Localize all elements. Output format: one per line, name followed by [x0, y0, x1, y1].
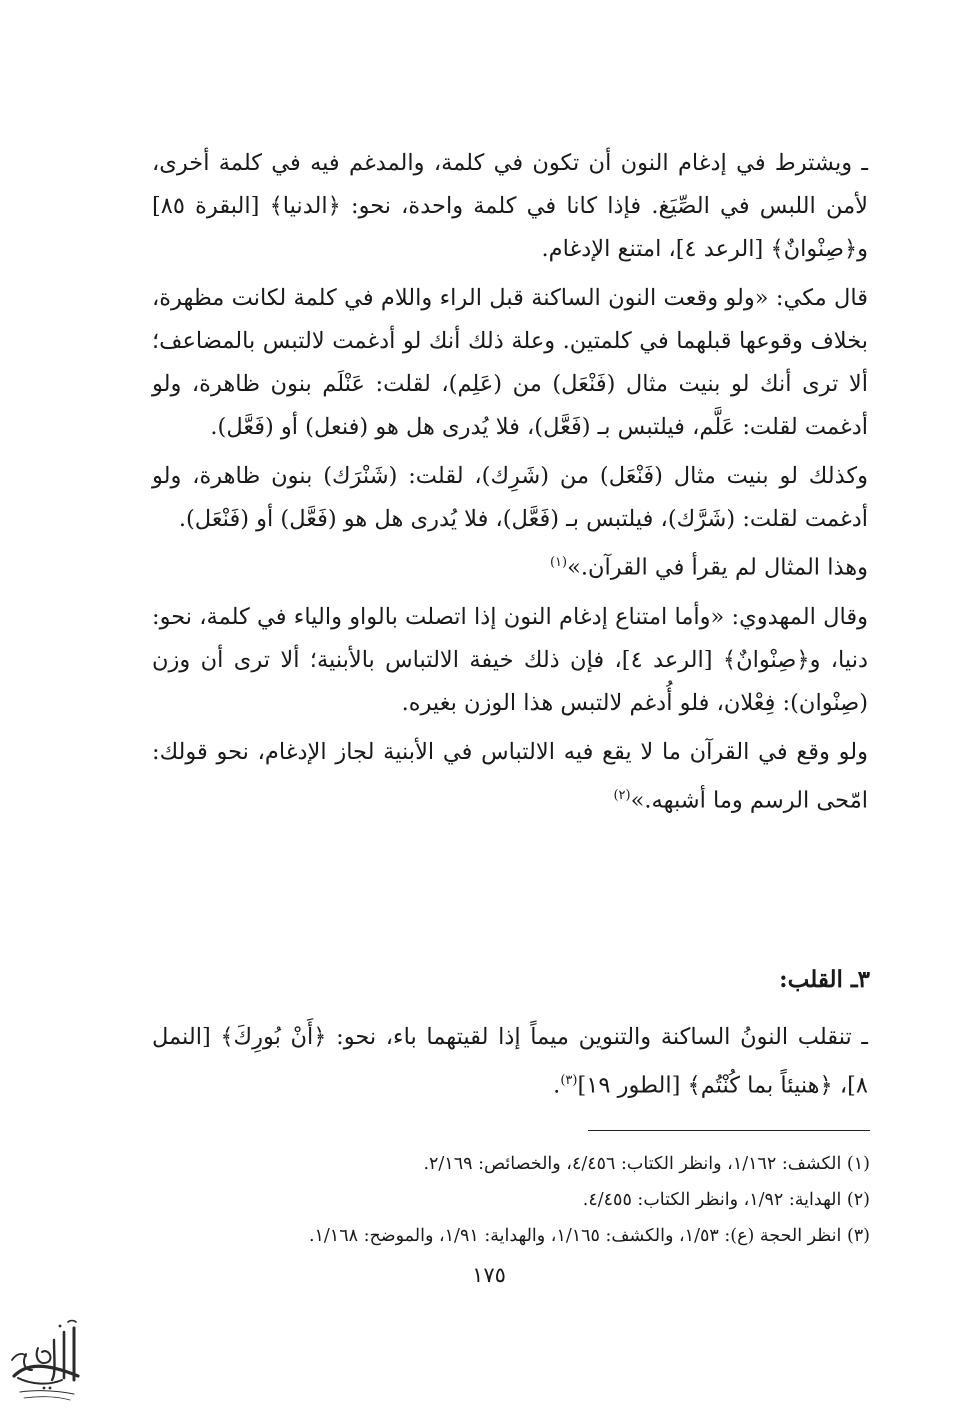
paragraph-5: وقال المهدوي: «وأما امتناع إدغام النون إذا اتصلت بالواو والياء في كلمة، نحو: دنيا، و﴿صِنْوانٌ﴾ [الرعد ٤]، فإن ذلك خيفة الالتباس بالأبنية؛ ألا ترى أن وزن (صِنْوان): فِعْلان، فلو أُدغم لالتبس هذا الوزن بغيره.: [152, 603, 868, 716]
footnote-ref-2: (٢): [613, 787, 631, 803]
paragraph-4-text: وهذا المثال لم يقرأ في القرآن.»: [567, 554, 868, 581]
paragraph-6: [152, 731, 868, 823]
paragraph-6-text: ولو وقع في القرآن ما لا يقع فيه الالتباس في الأبنية لجاز الإدغام، نحو قولك: امّحى الرسم وما أشبهه.»: [152, 738, 868, 813]
footnotes: [170, 1146, 870, 1254]
page-number: ١٧٥: [472, 1263, 506, 1287]
main-text-block: [152, 142, 868, 822]
paragraph-7-text: ـ تنقلب النونُ الساكنة والتنوين ميماً إذا لقيتهما باء، نحو: ﴿أَنْ بُورِكَ﴾ [النمل ٨]، ﴿هنيئاً بما كُنْتُم﴾ [الطور ١٩]: [152, 1024, 868, 1099]
paragraph-7: [152, 1016, 868, 1108]
footnote-divider: [588, 1130, 870, 1131]
footnote-2: (٢) الهداية: ١/٩٢، وانظر الكتاب: ٤/٤٥٥.: [582, 1190, 870, 1210]
section-heading: ٣ـ القلب:: [779, 966, 870, 993]
paragraph-3: وكذلك لو بنيت مثال (فَنْعَل) من (شَرِك)، لقلت: (شَنْرَك) بنون ظاهرة، ولو أدغمت لقلت: (شَرَّك)، فيلتبس بـ (فَعَّل)، فلا يُدرى هل هو (فَعَّل) أو (فَنْعَل).: [152, 463, 868, 532]
paragraph-7-end: .: [553, 1072, 561, 1099]
footnote-1: (١) الكشف: ١/١٦٢، وانظر الكتاب: ٤/٤٥٦، والخصائص: ٢/١٦٩.: [423, 1154, 870, 1174]
paragraph-1: ـ ويشترط في إدغام النون أن تكون في كلمة، والمدغم فيه في كلمة أخرى، لأمن اللبس في الصِّيَغ. فإذا كانا في كلمة واحدة، نحو: ﴿الدنيا﴾ [البقرة ٨٥] و﴿صِنْوانٌ﴾ [الرعد ٤]، امتنع الإدغام.: [152, 150, 868, 262]
calligraphy-stamp-logo: [4, 1318, 90, 1410]
paragraph-4: [152, 541, 868, 590]
footnote-3: (٣) انظر الحجة (ع): ١/٥٣، والكشف: ١/١٦٥، والهداية: ١/٩١، والموضح: ١/١٦٨.: [308, 1226, 870, 1246]
paragraph-2: قال مكي: «ولو وقعت النون الساكنة قبل الراء واللام في كلمة لكانت مظهرة، بخلاف وقوعها قبلهما في كلمتين. وعلة ذلك أنك لو أدغمت لالتبس بالمضاعف؛ ألا ترى أنك لو بنيت مثال (فَنْعَل) من (عَلِم)، لقلت: عَنْلَم بنون ظاهرة، ولو أدغمت لقلت: عَلَّم، فيلتبس بـ (فَعَّل)، فلا يُدرى هل هو (فنعل) أو (فَعَّل).: [152, 285, 868, 440]
section-text-block: [152, 1016, 868, 1108]
footnote-ref-1: (١): [549, 555, 568, 570]
footnote-ref-3: (٣): [560, 1073, 578, 1088]
